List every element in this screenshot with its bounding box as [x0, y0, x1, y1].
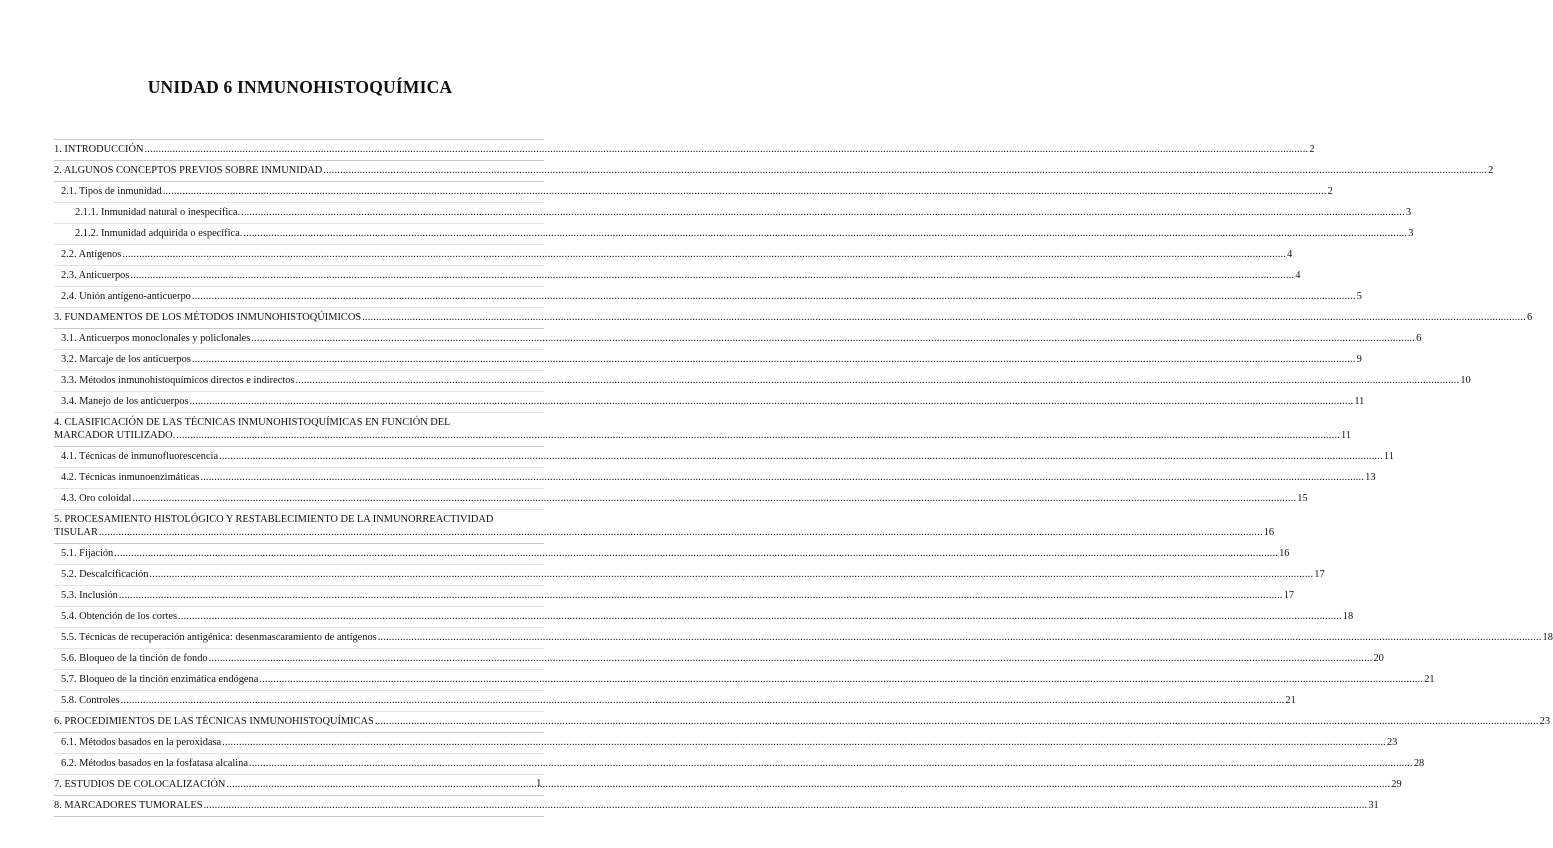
toc-entry-label: 3.2. Marcaje de los anticuerpos	[61, 354, 191, 365]
toc-entry-page: 3	[1405, 207, 1412, 218]
toc-entry[interactable]	[54, 245, 1293, 265]
dot-leader	[243, 227, 1407, 240]
dot-leader	[219, 450, 1383, 463]
dot-leader	[176, 429, 1340, 442]
toc-entry[interactable]	[54, 392, 1365, 412]
toc-entry-label: 5.1. Fijación	[61, 548, 114, 559]
dot-leader	[144, 143, 1308, 156]
toc-entry-label: 7. ESTUDIOS DE COLOCALIZACIÓN	[54, 779, 226, 790]
dot-leader	[132, 492, 1296, 505]
toc-entry-page: 2	[1309, 144, 1315, 155]
toc-entry-label: 2.1.1. Inmunidad natural o inespecífica.	[75, 207, 241, 218]
dot-leader	[362, 311, 1526, 324]
toc-entry-label: 2.1.2. Inmunidad adquirida o específica.	[75, 228, 243, 239]
dot-leader	[163, 185, 1327, 198]
toc-entry-page: 3	[1408, 228, 1414, 239]
dot-leader	[121, 694, 1285, 707]
page-number: 1	[536, 777, 542, 789]
dot-leader	[122, 248, 1286, 261]
toc-entry[interactable]	[54, 775, 1402, 795]
toc-entry-page: 6	[1526, 312, 1533, 323]
toc-entry[interactable]	[54, 586, 1295, 606]
dot-leader	[192, 353, 1356, 366]
toc-entry[interactable]	[54, 329, 1422, 349]
toc-entry-label: 5.6. Bloqueo de la tinción de fondo	[61, 653, 208, 664]
toc-entry-page: 4	[1287, 249, 1293, 260]
toc-entry-page: 13	[1365, 472, 1376, 483]
dot-leader	[114, 547, 1278, 560]
toc-entry-label: 6.1. Métodos basados en la peroxidasa	[61, 737, 222, 748]
toc-entry-page: 17	[1314, 569, 1325, 580]
dot-leader	[99, 526, 1263, 539]
toc-entry[interactable]	[54, 182, 1333, 202]
toc-entry[interactable]	[54, 287, 1362, 307]
dot-leader	[378, 631, 1542, 644]
toc-entry[interactable]	[54, 691, 1296, 711]
toc-entry-page: 16	[1263, 527, 1275, 538]
toc-entry-label: 2. ALGUNOS CONCEPTOS PREVIOS SOBRE INMUNIDAD	[54, 165, 323, 176]
dot-leader	[295, 374, 1459, 387]
toc-entry-page: 21	[1285, 695, 1296, 706]
dot-leader	[203, 799, 1367, 812]
toc-entry-page: 23	[1539, 716, 1551, 727]
toc-entry[interactable]	[54, 413, 1352, 446]
toc-entry-page: 11	[1383, 451, 1394, 462]
toc-entry-page: 31	[1368, 800, 1379, 811]
toc-entry[interactable]	[54, 203, 1412, 223]
divider	[54, 816, 544, 817]
dot-leader	[251, 332, 1415, 345]
dot-leader	[200, 471, 1364, 484]
toc-entry-label: 1. INTRODUCCIÓN	[54, 144, 144, 155]
toc-entry[interactable]	[54, 649, 1384, 669]
toc-entry[interactable]	[54, 350, 1362, 370]
dot-leader	[178, 610, 1342, 623]
toc-entry[interactable]	[54, 266, 1301, 286]
toc-entry[interactable]	[54, 140, 1315, 160]
toc-entry-page: 20	[1373, 653, 1384, 664]
toc-entry[interactable]	[54, 733, 1398, 753]
toc-entry-page: 11	[1354, 396, 1365, 407]
toc-entry-label: 4.1. Técnicas de inmunofluorescencia	[61, 451, 219, 462]
dot-leader	[249, 757, 1413, 770]
dot-leader	[222, 736, 1386, 749]
toc-entry-page: 16	[1279, 548, 1290, 559]
dot-leader	[259, 673, 1423, 686]
toc-entry-page: 18	[1542, 632, 1553, 643]
toc-entry-label-line: 4. CLASIFICACIÓN DE LAS TÉCNICAS INMUNOHISTOQUÍMICAS EN FUNCIÓN DEL	[54, 417, 451, 428]
toc-entry[interactable]	[54, 510, 1275, 543]
table-of-contents	[54, 139, 1553, 817]
dot-leader	[192, 290, 1356, 303]
toc-entry[interactable]	[54, 224, 1414, 244]
toc-entry-page: 18	[1342, 611, 1354, 622]
toc-entry[interactable]	[54, 712, 1551, 732]
toc-entry-page: 21	[1424, 674, 1435, 685]
toc-entry-page: 28	[1413, 758, 1425, 769]
toc-entry-label: 6. PROCEDIMIENTOS DE LAS TÉCNICAS INMUNOHISTOQUÍMICAS	[54, 716, 374, 727]
toc-entry-label: MARCADOR UTILIZADO.	[54, 430, 176, 441]
toc-entry[interactable]	[54, 754, 1425, 774]
dot-leader	[119, 589, 1283, 602]
toc-entry-label-line: 5. PROCESAMIENTO HISTOLÓGICO Y RESTABLECIMIENTO DE LA INMUNORREACTIVIDAD	[54, 514, 494, 525]
dot-leader	[226, 778, 1390, 791]
toc-entry-label: 2.3. Anticuerpos	[61, 270, 130, 281]
toc-entry-page: 9	[1356, 354, 1362, 365]
toc-entry-label: 8. MARCADORES TUMORALES	[54, 800, 203, 811]
toc-entry-page: 2	[1327, 186, 1333, 197]
toc-entry-label: 3.4. Manejo de los anticuerpos	[61, 396, 189, 407]
toc-entry-page: 15	[1297, 493, 1308, 504]
toc-entry-page: 4	[1295, 270, 1301, 281]
toc-entry-label: 4.2. Técnicas inmunoenzimáticas	[61, 472, 200, 483]
toc-entry-page: 2	[1488, 165, 1494, 176]
toc-entry[interactable]	[54, 628, 1553, 648]
toc-entry[interactable]	[54, 607, 1354, 627]
dot-leader	[241, 206, 1405, 219]
toc-entry-label: 5.2. Descalcificación	[61, 569, 149, 580]
toc-entry-page: 17	[1283, 590, 1295, 601]
toc-entry-label: 5.5. Técnicas de recuperación antigénica: desenmascaramiento de antígenos	[61, 632, 377, 643]
toc-entry-label: 3.1. Anticuerpos monoclonales y policlonales	[61, 333, 251, 344]
toc-entry-label: 5.7. Bloqueo de la tinción enzimática endógena	[61, 674, 259, 685]
toc-entry[interactable]	[54, 161, 1494, 181]
toc-entry[interactable]	[54, 447, 1394, 467]
document-title: UNIDAD 6 INMUNOHISTOQUÍMICA	[147, 77, 453, 97]
toc-entry-label: 2.4. Unión antígeno-anticuerpo	[61, 291, 191, 302]
toc-entry-page: 6	[1416, 333, 1422, 344]
toc-entry-label: 6.2. Métodos basados en la fosfatasa alcalina	[61, 758, 248, 769]
toc-entry-label: 5.8. Controles	[61, 695, 120, 706]
toc-entry-page: 11	[1341, 430, 1352, 441]
dot-leader	[375, 715, 1539, 728]
dot-leader	[190, 395, 1354, 408]
toc-entry-label: 2.1. Tipos de inmunidad	[61, 186, 162, 197]
toc-entry[interactable]	[54, 670, 1435, 690]
toc-entry[interactable]	[54, 371, 1471, 391]
toc-entry[interactable]	[54, 489, 1308, 509]
dot-leader	[323, 164, 1487, 177]
toc-entry-label: 5.4. Obtención de los cortes	[61, 611, 178, 622]
toc-entry[interactable]	[54, 544, 1290, 564]
toc-entry-page: 5	[1356, 291, 1362, 302]
dot-leader	[209, 652, 1373, 665]
toc-entry[interactable]	[54, 565, 1325, 585]
toc-entry-page: 29	[1391, 779, 1402, 790]
toc-entry-label: 3. FUNDAMENTOS DE LOS MÉTODOS INMUNOHISTOQÚIMICOS	[54, 312, 362, 323]
toc-entry-label: 3.3. Métodos inmunohistoquímicos directos e indirectos	[61, 375, 295, 386]
toc-entry[interactable]	[54, 796, 1379, 816]
toc-entry-label: 2.2. Antígenos	[61, 249, 122, 260]
dot-leader	[149, 568, 1313, 581]
dot-leader	[130, 269, 1294, 282]
toc-entry[interactable]	[54, 308, 1533, 328]
toc-entry-label: 4.3. Oro coloidal	[61, 493, 132, 504]
toc-entry-page: 10	[1460, 375, 1471, 386]
toc-entry[interactable]	[54, 468, 1376, 488]
toc-entry-label: TISULAR	[54, 527, 98, 538]
toc-entry-page: 23	[1386, 737, 1398, 748]
toc-entry-label: 5.3. Inclusión	[61, 590, 118, 601]
